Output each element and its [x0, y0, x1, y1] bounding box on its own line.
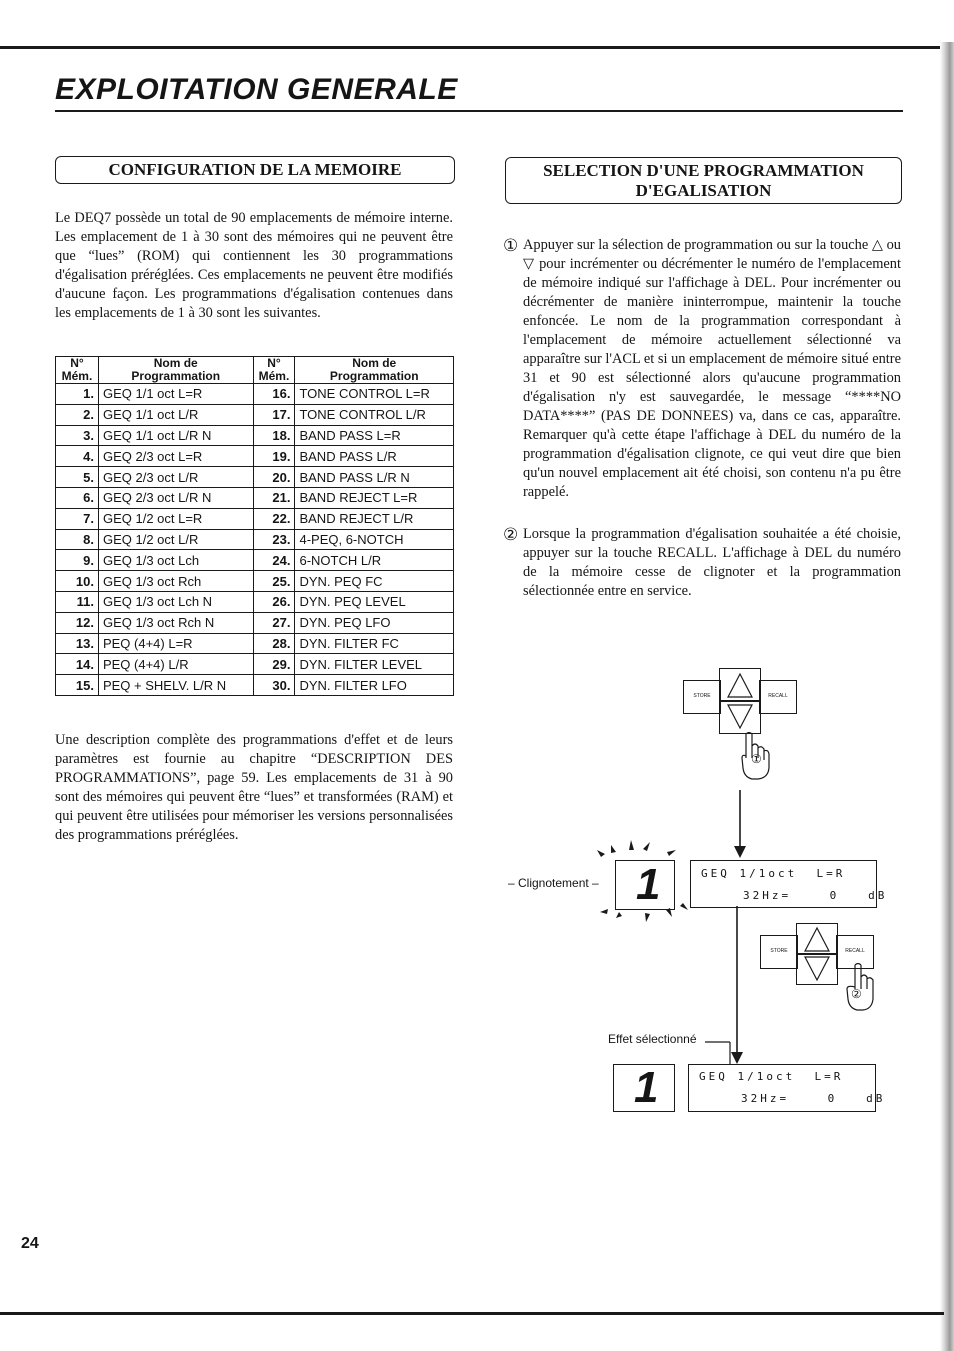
program-name-cell: GEQ 1/2 oct L=R — [98, 508, 253, 529]
down-triangle-icon — [720, 701, 760, 733]
program-name-cell: 6-NOTCH L/R — [295, 550, 454, 571]
program-name-cell: TONE CONTROL L=R — [295, 384, 454, 405]
table-row — [56, 571, 454, 592]
memory-number-cell: 30. — [253, 675, 295, 696]
recall-button-1[interactable]: RECALL — [759, 680, 797, 714]
bottom-rule — [0, 1312, 944, 1315]
program-name-cell: DYN. FILTER FC — [295, 633, 454, 654]
header-mem-no-2: N° Mém. — [253, 357, 295, 384]
memory-number-cell: 10. — [56, 571, 99, 592]
program-name-cell: BAND PASS L/R — [295, 446, 454, 467]
step-1 — [503, 236, 901, 502]
top-rule — [0, 46, 944, 49]
lcd-1-line-2: 32Hz= 0 dB — [743, 889, 888, 902]
program-name-cell: GEQ 2/3 oct L/R — [98, 467, 253, 488]
memory-number-cell: 3. — [56, 425, 99, 446]
header-mem-no-1: N° Mém. — [56, 357, 99, 384]
step-2-number: ② — [503, 525, 519, 544]
table-row — [56, 612, 454, 633]
memory-table — [55, 356, 454, 696]
program-name-cell: PEQ (4+4) L=R — [98, 633, 253, 654]
memory-number-cell: 19. — [253, 446, 295, 467]
down-triangle-icon — [797, 954, 837, 984]
lcd-display-1 — [690, 860, 888, 908]
program-name-cell: GEQ 1/2 oct L/R — [98, 529, 253, 550]
recall-button-2[interactable]: RECALL — [836, 935, 874, 969]
memory-number-cell: 6. — [56, 487, 99, 508]
program-name-cell: PEQ + SHELV. L/R N — [98, 675, 253, 696]
step-2 — [503, 525, 901, 601]
memory-number-cell: 11. — [56, 591, 99, 612]
memory-number-cell: 18. — [253, 425, 295, 446]
hand-2-number: ② — [851, 987, 862, 1001]
memory-number-cell: 16. — [253, 384, 295, 405]
program-name-cell: DYN. FILTER LFO — [295, 675, 454, 696]
program-name-cell: 4-PEQ, 6-NOTCH — [295, 529, 454, 550]
header-prog-name-1: Nom de Programmation — [98, 357, 253, 384]
program-name-cell: DYN. PEQ FC — [295, 571, 454, 592]
memory-number-cell: 7. — [56, 508, 99, 529]
down-button-2[interactable] — [796, 953, 838, 985]
memory-number-cell: 14. — [56, 654, 99, 675]
table-row — [56, 425, 454, 446]
memory-number-cell: 26. — [253, 591, 295, 612]
store-button-1[interactable]: STORE — [683, 680, 721, 714]
program-name-cell: GEQ 1/3 oct Lch N — [98, 591, 253, 612]
memory-number-cell: 20. — [253, 467, 295, 488]
table-row — [56, 467, 454, 488]
table-row — [56, 508, 454, 529]
up-triangle-icon — [797, 924, 837, 954]
program-name-cell: BAND REJECT L/R — [295, 508, 454, 529]
table-row — [56, 529, 454, 550]
memory-number-cell: 13. — [56, 633, 99, 654]
step-1-text: Appuyer sur la sélection de programmation ou sur la touche △ ou ▽ pour incrémenter ou décrémenter le numéro de l'emplacement de mémoire indiqué sur l'affichage à DEL. Pour incrémenter ou décrémenter de manière ininterrompue, maintenir la touche enfoncée. Le nom de la programmation correspondant à l'emplacement de mémoire actuellement sélectionné va apparaître sur l'ACL et si un emplacement de mémoire situé entre 31 et 90 est sélectionné alors qu'aucune programmation d'égalisation n'y est sauvegardée, le message “****NO DATA****” (PAS DE DONNEES) va, dans ce cas, apparaître. Remarquer qu'à cette étape l'affichage à DEL du numéro de la programmation d'égalisation clignote, ce qui veut dire que bien qu'un nouvel emplacement ait été choisi, son contenu n'a pu être rappelé. — [523, 237, 901, 500]
memory-number-cell: 8. — [56, 529, 99, 550]
table-row — [56, 633, 454, 654]
table-row — [56, 487, 454, 508]
page-edge-shadow — [940, 42, 954, 1351]
program-name-cell: DYN. PEQ LFO — [295, 612, 454, 633]
table-row — [56, 654, 454, 675]
header-prog-name-2: Nom de Programmation — [295, 357, 454, 384]
table-row — [56, 675, 454, 696]
program-name-cell: BAND PASS L=R — [295, 425, 454, 446]
memory-intro-paragraph: Le DEQ7 possède un total de 90 emplacements de mémoire interne. Les emplacement de 1 à 30 sont des mémoires qui ne peuvent être que “lues” (ROM) qui contiennent les 30 programmations d'égalisation préréglées. Ces emplacements ne peuvent être modifiés d'aucune façon. Les programmations d'égalisation contenues dans les emplacements de 1 à 30 sont les suivantes. — [55, 210, 453, 321]
lcd-1-line-1: GEQ 1/1oct L=R — [701, 867, 846, 880]
step-1-number: ① — [503, 236, 519, 255]
lcd-2-line-1: GEQ 1/1oct L=R — [699, 1070, 844, 1083]
lcd-display-2 — [688, 1064, 886, 1112]
program-name-cell: GEQ 2/3 oct L=R — [98, 446, 253, 467]
lcd-2-line-2: 32Hz= 0 dB — [741, 1092, 886, 1105]
step-2-text: Lorsque la programmation d'égalisation souhaitée a été choisie, appuyer sur la touche RECALL. L'affichage à DEL du numéro de la mémoire cesse de clignoter et la programmation sélectionnée entre en service. — [523, 526, 901, 599]
program-name-cell: GEQ 1/1 oct L=R — [98, 384, 253, 405]
table-row — [56, 550, 454, 571]
program-name-cell: GEQ 1/1 oct L/R — [98, 404, 253, 425]
memory-number-cell: 17. — [253, 404, 295, 425]
title-underline — [55, 110, 903, 112]
memory-number-cell: 4. — [56, 446, 99, 467]
page-number: 24 — [21, 1235, 39, 1252]
hand-pointer-2 — [845, 963, 885, 1013]
table-header-row — [56, 357, 454, 384]
memory-number-cell: 15. — [56, 675, 99, 696]
program-name-cell: GEQ 2/3 oct L/R N — [98, 487, 253, 508]
program-name-cell: DYN. PEQ LEVEL — [295, 591, 454, 612]
hand-1-number: ① — [751, 752, 762, 766]
section-heading-memory: CONFIGURATION DE LA MEMOIRE — [55, 156, 455, 184]
program-name-cell: PEQ (4+4) L/R — [98, 654, 253, 675]
memory-number-cell: 2. — [56, 404, 99, 425]
program-name-cell: BAND PASS L/R N — [295, 467, 454, 488]
table-row — [56, 591, 454, 612]
table-row — [56, 384, 454, 405]
led-digit-1: 1 — [636, 860, 661, 909]
down-button-1[interactable] — [719, 700, 761, 734]
program-name-cell: GEQ 1/3 oct Rch N — [98, 612, 253, 633]
memory-number-cell: 22. — [253, 508, 295, 529]
up-triangle-icon — [720, 669, 760, 701]
memory-number-cell: 29. — [253, 654, 295, 675]
led-display-1 — [615, 860, 675, 910]
memory-number-cell: 23. — [253, 529, 295, 550]
led-digit-2: 1 — [634, 1063, 659, 1112]
operation-diagram — [500, 660, 890, 1120]
program-name-cell: GEQ 1/3 oct Lch — [98, 550, 253, 571]
memory-number-cell: 24. — [253, 550, 295, 571]
button-group-1 — [683, 668, 798, 738]
table-row — [56, 404, 454, 425]
program-name-cell: DYN. FILTER LEVEL — [295, 654, 454, 675]
memory-number-cell: 5. — [56, 467, 99, 488]
memory-number-cell: 21. — [253, 487, 295, 508]
memory-number-cell: 25. — [253, 571, 295, 592]
store-button-2[interactable]: STORE — [760, 935, 798, 969]
section-heading-selection: SELECTION D'UNE PROGRAMMATION D'EGALISATION — [505, 157, 902, 204]
memory-number-cell: 9. — [56, 550, 99, 571]
program-name-cell: GEQ 1/3 oct Rch — [98, 571, 253, 592]
memory-number-cell: 27. — [253, 612, 295, 633]
hand-pointer-1 — [738, 732, 778, 782]
memory-number-cell: 12. — [56, 612, 99, 633]
page-title: EXPLOITATION GENERALE — [55, 73, 458, 106]
blink-label: – Clignotement – — [508, 876, 599, 890]
table-row — [56, 446, 454, 467]
program-name-cell: TONE CONTROL L/R — [295, 404, 454, 425]
selected-effect-label: Effet sélectionné — [608, 1032, 697, 1046]
up-button-1[interactable] — [719, 668, 761, 702]
memory-outro-paragraph: Une description complète des programmations d'effet et de leurs paramètres est fournie au chapitre “DESCRIPTION DES PROGRAMMATIONS”, page 59. Les emplacements de 31 à 90 sont des mémoires qui peuvent être “lues” et transformées (RAM) et qui peuvent être utilisées pour mémoriser les versions personnalisées des programmations préréglées. — [55, 732, 453, 843]
program-name-cell: BAND REJECT L=R — [295, 487, 454, 508]
memory-number-cell: 28. — [253, 633, 295, 654]
program-name-cell: GEQ 1/1 oct L/R N — [98, 425, 253, 446]
led-display-2 — [613, 1064, 675, 1112]
up-button-2[interactable] — [796, 923, 838, 955]
memory-number-cell: 1. — [56, 384, 99, 405]
